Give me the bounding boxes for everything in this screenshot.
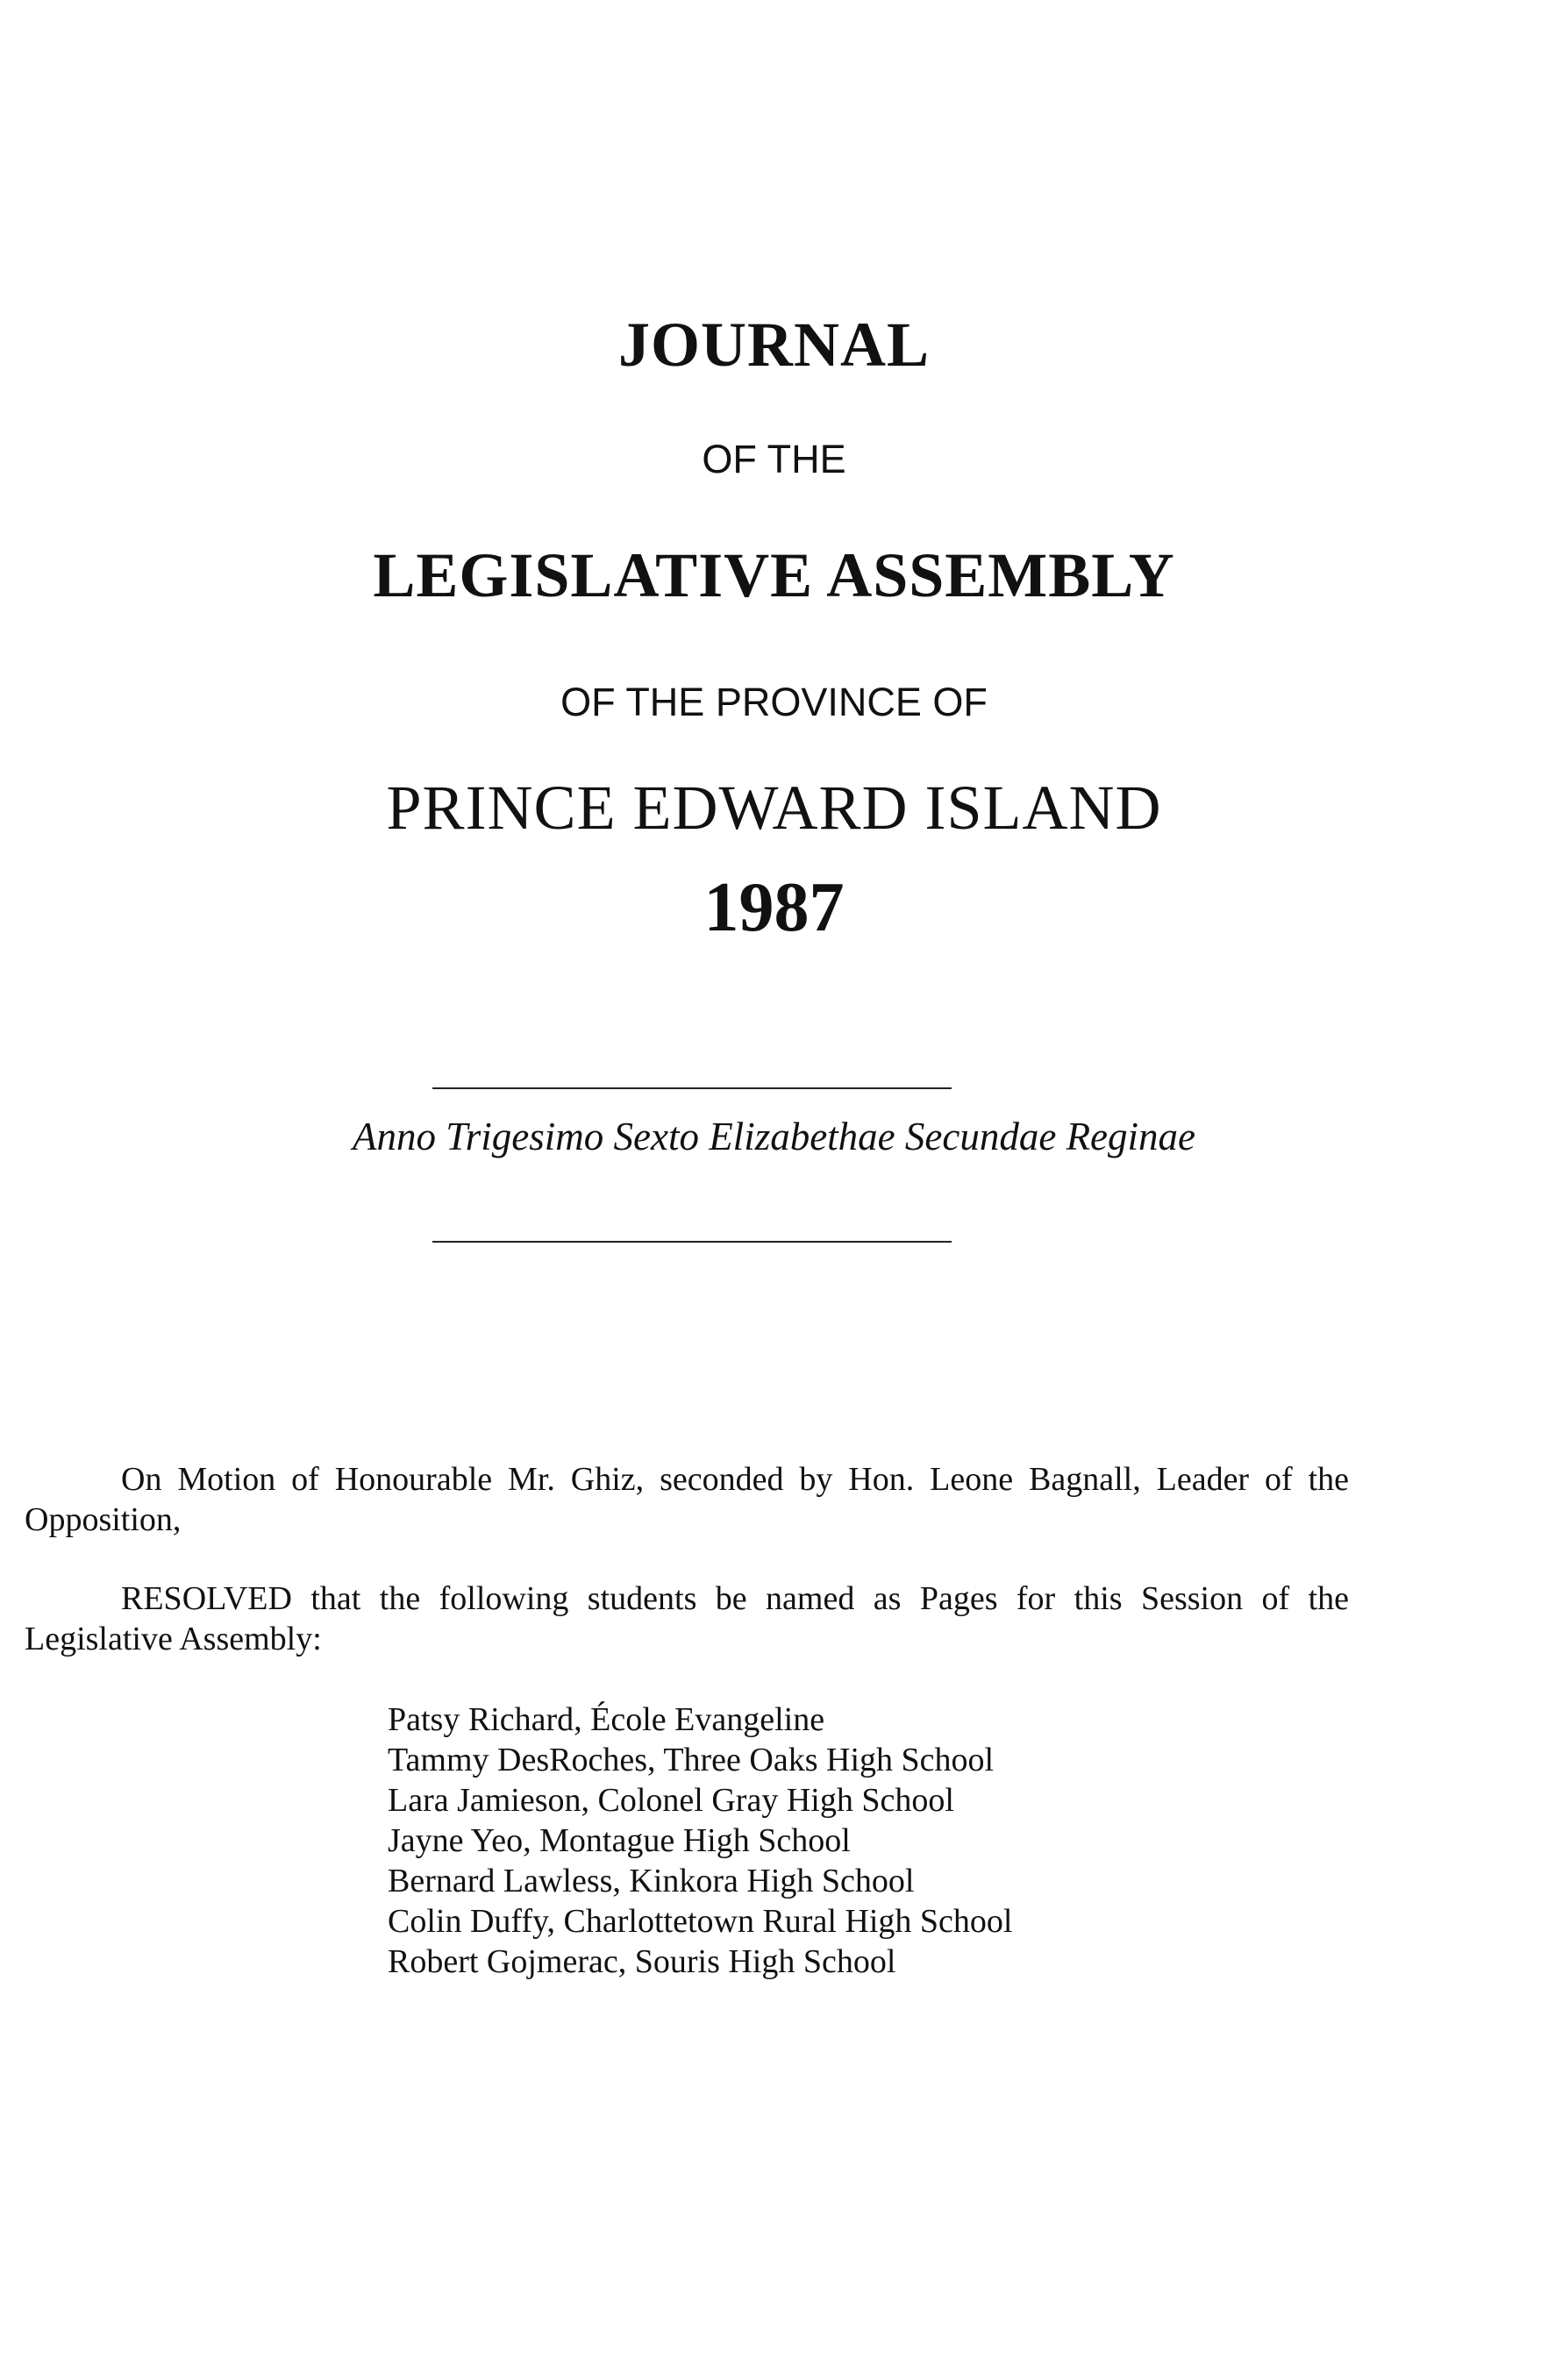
year-title: 1987 (703, 869, 845, 946)
province-line: OF THE PROVINCE OF (560, 680, 988, 724)
list-item: Lara Jamieson, Colonel Gray High School (388, 1782, 954, 1819)
list-item: Tammy DesRoches, Three Oaks High School (388, 1742, 995, 1778)
province-title: PRINCE EDWARD ISLAND (386, 773, 1162, 843)
journal-title: JOURNAL (617, 310, 930, 380)
regnal-year-line: Anno Trigesimo Sexto Elizabethae Secundae Reginae (352, 1115, 1196, 1158)
bottom-divider (432, 1241, 952, 1243)
list-item: Bernard Lawless, Kinkora High School (388, 1863, 915, 1899)
top-divider (432, 1087, 952, 1089)
assembly-title: LEGISLATIVE ASSEMBLY (373, 540, 1175, 610)
pages-list (388, 1699, 1012, 1982)
list-item: Patsy Richard, École Evangeline (388, 1701, 825, 1738)
of-the-line: OF THE (702, 437, 846, 481)
motion-paragraph: On Motion of Honourable Mr. Ghiz, seconded by Hon. Leone Bagnall, Leader of the Opposition, (25, 1461, 1349, 1538)
list-item: Jayne Yeo, Montague High School (388, 1822, 851, 1859)
list-item: Robert Gojmerac, Souris High School (388, 1943, 896, 1980)
list-item: Colin Duffy, Charlottetown Rural High School (388, 1903, 1013, 1940)
resolution-paragraph: RESOLVED that the following students be named as Pages for this Session of the Legislative Assembly: (25, 1580, 1349, 1657)
